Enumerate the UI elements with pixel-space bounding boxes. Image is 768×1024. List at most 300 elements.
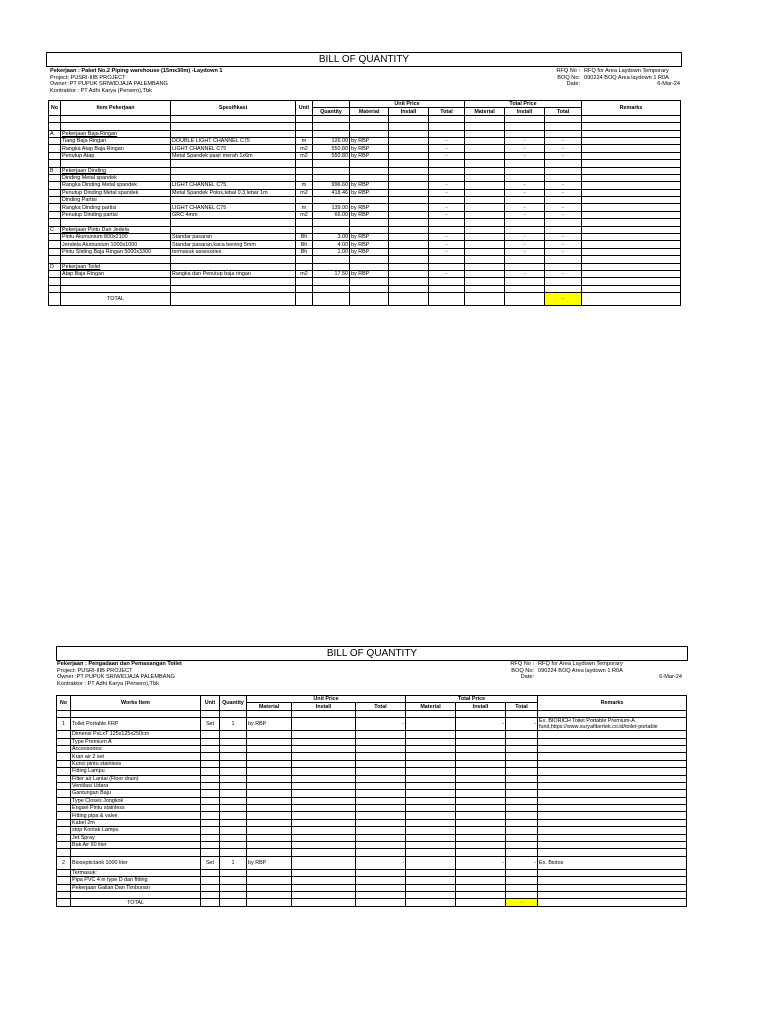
table-cell bbox=[465, 270, 505, 277]
table-cell bbox=[313, 123, 350, 130]
row-item: Penutup Atap bbox=[61, 152, 171, 159]
table-cell bbox=[389, 160, 429, 167]
table-cell bbox=[292, 731, 356, 738]
table-cell bbox=[356, 812, 406, 819]
row-total-install: - bbox=[505, 248, 545, 255]
table-cell bbox=[456, 884, 506, 891]
table-cell bbox=[296, 263, 313, 270]
row-total-install: - bbox=[505, 234, 545, 241]
col-install-header: Install bbox=[389, 108, 429, 115]
table-cell bbox=[171, 256, 296, 263]
table-cell bbox=[49, 241, 61, 248]
row-quantity: 550.80 bbox=[313, 152, 350, 159]
row-spec: GRC 4mm bbox=[171, 211, 296, 218]
table-cell bbox=[456, 812, 506, 819]
table-cell bbox=[57, 745, 71, 752]
table-cell bbox=[313, 174, 350, 181]
table-cell bbox=[296, 130, 313, 137]
table-row bbox=[49, 234, 681, 241]
table-cell bbox=[406, 812, 456, 819]
table-cell bbox=[505, 256, 545, 263]
table-cell bbox=[296, 115, 313, 122]
table-cell bbox=[582, 160, 681, 167]
table-row bbox=[57, 753, 687, 760]
table-row bbox=[49, 160, 681, 167]
table-cell bbox=[49, 160, 61, 167]
row-unit: Bh bbox=[296, 234, 313, 241]
row-item: Pekerjaan Baja Ringan bbox=[61, 130, 171, 137]
table-cell bbox=[505, 278, 545, 285]
table-cell bbox=[313, 115, 350, 122]
table-cell bbox=[538, 710, 687, 717]
sheet1-meta-left bbox=[50, 68, 223, 94]
row-total: - bbox=[429, 145, 465, 152]
row-item: Rangka Atap Baja Ringan bbox=[61, 145, 171, 152]
row-item: Fitting pipa & valve bbox=[71, 812, 201, 819]
table-cell bbox=[350, 256, 389, 263]
col-total2-header: Total bbox=[506, 703, 538, 710]
table-cell bbox=[220, 891, 247, 898]
sheet2-boq-table bbox=[56, 695, 687, 907]
table-cell bbox=[389, 241, 429, 248]
table-cell bbox=[582, 130, 681, 137]
table-cell bbox=[456, 827, 506, 834]
table-cell bbox=[292, 827, 356, 834]
sheet1-boq-value: 090224 BOQ Area laydown 1 R0A bbox=[584, 74, 669, 81]
sheet2-total-label: TOTAL bbox=[71, 899, 201, 906]
table-cell bbox=[292, 805, 356, 812]
table-cell bbox=[389, 137, 429, 144]
table-cell bbox=[61, 115, 171, 122]
table-row bbox=[57, 718, 687, 731]
table-cell bbox=[429, 123, 465, 130]
table-cell bbox=[201, 760, 220, 767]
table-cell bbox=[505, 167, 545, 174]
sheet1-rfq-value: RFQ for Area Laydown Temporary bbox=[584, 68, 669, 74]
table-cell bbox=[429, 130, 465, 137]
table-cell bbox=[545, 167, 582, 174]
row-unit: Bh bbox=[296, 241, 313, 248]
table-cell bbox=[506, 775, 538, 782]
row-item: Pintu Sliding Baja Ringan 5000x3300 bbox=[61, 248, 171, 255]
table-cell bbox=[505, 123, 545, 130]
row-total-install: - bbox=[505, 189, 545, 196]
table-cell bbox=[506, 834, 538, 841]
row-material: by RBP bbox=[350, 189, 389, 196]
table-cell bbox=[506, 869, 538, 876]
table-cell bbox=[506, 827, 538, 834]
table-cell bbox=[201, 819, 220, 826]
table-cell bbox=[465, 115, 505, 122]
table-cell bbox=[429, 167, 465, 174]
table-cell bbox=[506, 819, 538, 826]
row-total-install: - bbox=[505, 145, 545, 152]
row-unit: Bh bbox=[296, 248, 313, 255]
table-cell bbox=[356, 842, 406, 849]
table-cell bbox=[356, 753, 406, 760]
table-row bbox=[57, 731, 687, 738]
row-item: Engsel Pintu stainless bbox=[71, 805, 201, 812]
table-cell bbox=[538, 745, 687, 752]
table-cell bbox=[296, 256, 313, 263]
table-cell bbox=[356, 884, 406, 891]
table-cell bbox=[57, 877, 71, 884]
table-cell bbox=[506, 891, 538, 898]
table-row bbox=[57, 834, 687, 841]
table-cell bbox=[465, 234, 505, 241]
table-cell bbox=[292, 760, 356, 767]
row-item: Type Closes Jongkok bbox=[71, 797, 201, 804]
table-cell bbox=[247, 768, 292, 775]
table-row bbox=[49, 152, 681, 159]
table-cell bbox=[49, 174, 61, 181]
sheet2-title: BILL OF QUANTITY bbox=[56, 646, 688, 661]
table-cell bbox=[292, 842, 356, 849]
table-cell bbox=[292, 790, 356, 797]
table-row bbox=[49, 241, 681, 248]
sheet1-total-label: TOTAL bbox=[61, 293, 171, 306]
table-cell bbox=[57, 760, 71, 767]
table-cell bbox=[201, 891, 220, 898]
table-cell bbox=[61, 123, 171, 130]
table-cell bbox=[465, 278, 505, 285]
table-cell bbox=[296, 160, 313, 167]
table-cell bbox=[292, 797, 356, 804]
table-cell bbox=[456, 877, 506, 884]
table-cell bbox=[350, 115, 389, 122]
table-cell bbox=[506, 805, 538, 812]
table-cell bbox=[465, 263, 505, 270]
row-no: B bbox=[49, 167, 61, 174]
table-cell bbox=[429, 256, 465, 263]
row-total: - bbox=[429, 241, 465, 248]
table-cell bbox=[296, 285, 313, 292]
row-quantity: 1 bbox=[220, 718, 247, 731]
row-material: by RBP bbox=[247, 856, 292, 869]
sheet1-meta-right bbox=[540, 68, 680, 88]
row-no: C bbox=[49, 226, 61, 233]
col-qty-blank bbox=[313, 101, 350, 108]
table-cell bbox=[201, 849, 220, 856]
table-cell bbox=[356, 834, 406, 841]
table-cell bbox=[465, 152, 505, 159]
table-row bbox=[49, 270, 681, 277]
table-cell bbox=[71, 710, 201, 717]
table-cell bbox=[61, 285, 171, 292]
table-cell bbox=[545, 197, 582, 204]
row-total-total: - bbox=[506, 718, 538, 731]
row-item: Penutup Dinding Metal spandek bbox=[61, 189, 171, 196]
col-material-header: Material bbox=[247, 703, 292, 710]
table-cell bbox=[465, 197, 505, 204]
table-cell bbox=[49, 219, 61, 226]
table-cell bbox=[296, 123, 313, 130]
table-cell bbox=[71, 891, 201, 898]
table-cell bbox=[545, 263, 582, 270]
row-quantity: 139.00 bbox=[313, 204, 350, 211]
table-cell bbox=[247, 827, 292, 834]
row-item: Bioseptictank 1000 liter bbox=[71, 856, 201, 869]
col-works-item-header: Works Item bbox=[71, 696, 201, 711]
row-spec: Standar pasaran bbox=[171, 234, 296, 241]
sheet2-pekerjaan: Pekerjaan : Pengadaan dan Pemasangan Toilet bbox=[57, 661, 182, 667]
row-total: - bbox=[429, 234, 465, 241]
table-cell bbox=[292, 718, 356, 731]
table-cell bbox=[220, 775, 247, 782]
table-cell bbox=[356, 710, 406, 717]
sheet1-header-row-1 bbox=[49, 101, 681, 108]
table-cell bbox=[456, 768, 506, 775]
table-cell bbox=[247, 782, 292, 789]
table-cell bbox=[171, 219, 296, 226]
table-cell bbox=[171, 123, 296, 130]
table-cell bbox=[57, 884, 71, 891]
table-cell bbox=[247, 790, 292, 797]
table-cell bbox=[389, 130, 429, 137]
table-cell bbox=[505, 174, 545, 181]
table-row bbox=[49, 285, 681, 292]
table-cell bbox=[389, 204, 429, 211]
table-cell bbox=[406, 869, 456, 876]
table-cell bbox=[49, 115, 61, 122]
sheet1-pekerjaan: Pekerjaan : Paket No.2 Piping warehouse (15mx30m) -Laydown 1 bbox=[50, 68, 223, 74]
table-cell bbox=[545, 160, 582, 167]
sheet2-date-value: 6-Mar-24 bbox=[659, 674, 682, 681]
table-cell bbox=[465, 182, 505, 189]
row-item: Rangka Dinding Metal spandek bbox=[61, 182, 171, 189]
row-material: by RBP bbox=[350, 204, 389, 211]
table-cell bbox=[406, 849, 456, 856]
table-cell bbox=[538, 738, 687, 745]
row-item: Atap Baja Ringan bbox=[61, 270, 171, 277]
table-cell bbox=[465, 167, 505, 174]
table-cell bbox=[247, 869, 292, 876]
table-cell bbox=[538, 760, 687, 767]
table-cell bbox=[350, 285, 389, 292]
table-cell bbox=[389, 152, 429, 159]
row-spec: termasuk assesories bbox=[171, 248, 296, 255]
table-cell bbox=[356, 869, 406, 876]
row-quantity: 1 bbox=[220, 856, 247, 869]
sheet1-kontraktor: Kontraktor : PT Adhi Karya (Persero),Tbk bbox=[50, 87, 152, 94]
table-row bbox=[57, 842, 687, 849]
table-cell bbox=[506, 782, 538, 789]
table-cell bbox=[456, 849, 506, 856]
row-total-total: - bbox=[545, 211, 582, 218]
table-cell bbox=[406, 738, 456, 745]
row-item: Tiang Baja Ringan bbox=[61, 137, 171, 144]
row-no: D bbox=[49, 263, 61, 270]
table-cell bbox=[465, 219, 505, 226]
col-unit-header: Unit bbox=[296, 101, 313, 116]
row-spec: DOUBLE LIGHT CHANNEL C75 bbox=[171, 137, 296, 144]
table-cell bbox=[538, 753, 687, 760]
table-cell bbox=[247, 775, 292, 782]
row-quantity: 996.60 bbox=[313, 182, 350, 189]
table-cell bbox=[220, 745, 247, 752]
table-cell bbox=[538, 805, 687, 812]
row-spec: LIGHT CHANNEL C75 bbox=[171, 204, 296, 211]
table-cell bbox=[506, 849, 538, 856]
table-cell bbox=[506, 745, 538, 752]
table-cell bbox=[57, 812, 71, 819]
table-cell bbox=[389, 270, 429, 277]
row-total-total: - bbox=[545, 182, 582, 189]
table-row bbox=[49, 182, 681, 189]
table-cell bbox=[389, 234, 429, 241]
table-row bbox=[57, 877, 687, 884]
table-cell bbox=[429, 115, 465, 122]
row-total-install: - bbox=[505, 211, 545, 218]
table-cell bbox=[505, 130, 545, 137]
table-row bbox=[57, 869, 687, 876]
table-cell bbox=[201, 753, 220, 760]
table-cell bbox=[296, 197, 313, 204]
col-no-header: No bbox=[49, 101, 61, 116]
table-cell bbox=[406, 884, 456, 891]
table-cell bbox=[506, 753, 538, 760]
table-cell bbox=[356, 877, 406, 884]
table-cell bbox=[201, 812, 220, 819]
table-row bbox=[57, 827, 687, 834]
table-cell bbox=[505, 115, 545, 122]
table-cell bbox=[406, 834, 456, 841]
table-cell bbox=[389, 256, 429, 263]
table-cell bbox=[582, 182, 681, 189]
col-total-header: Total bbox=[356, 703, 406, 710]
table-cell bbox=[389, 278, 429, 285]
table-cell bbox=[247, 738, 292, 745]
row-remarks-line-2: funit,https://www.suryafibertek.co.id/toilet-portable bbox=[539, 724, 658, 731]
table-row bbox=[49, 145, 681, 152]
sheet2-owner: Owner :PT PUPUK SRIWIDJAJA PALEMBANG bbox=[57, 674, 175, 681]
table-cell bbox=[406, 731, 456, 738]
table-cell bbox=[456, 760, 506, 767]
row-total-install: - bbox=[505, 137, 545, 144]
sheet1-date-value: 6-Mar-24 bbox=[657, 81, 680, 88]
table-cell bbox=[505, 226, 545, 233]
table-cell bbox=[220, 790, 247, 797]
table-cell bbox=[49, 137, 61, 144]
table-cell bbox=[389, 145, 429, 152]
table-cell bbox=[350, 263, 389, 270]
table-cell bbox=[465, 145, 505, 152]
table-cell bbox=[456, 834, 506, 841]
table-cell bbox=[292, 710, 356, 717]
table-cell bbox=[505, 219, 545, 226]
col-unit-header: Unit bbox=[201, 696, 220, 711]
table-cell bbox=[465, 130, 505, 137]
table-cell bbox=[456, 782, 506, 789]
table-cell bbox=[582, 256, 681, 263]
table-cell bbox=[389, 248, 429, 255]
table-cell bbox=[220, 834, 247, 841]
table-cell bbox=[506, 768, 538, 775]
row-quantity: 126.00 bbox=[313, 137, 350, 144]
table-row bbox=[57, 819, 687, 826]
table-cell bbox=[356, 775, 406, 782]
table-cell bbox=[406, 827, 456, 834]
row-item: Pekerjaan Galian Dan Timbunan bbox=[71, 884, 201, 891]
row-total-install: - bbox=[505, 204, 545, 211]
table-cell bbox=[465, 241, 505, 248]
sheet2-total-value: - bbox=[506, 899, 538, 906]
table-cell bbox=[49, 182, 61, 189]
table-cell bbox=[220, 760, 247, 767]
table-cell bbox=[356, 790, 406, 797]
row-unit: m2 bbox=[296, 189, 313, 196]
sheet2-total-row bbox=[57, 899, 687, 906]
table-cell bbox=[538, 797, 687, 804]
row-total-install: - bbox=[505, 182, 545, 189]
table-row bbox=[57, 849, 687, 856]
table-cell bbox=[201, 775, 220, 782]
table-cell bbox=[220, 842, 247, 849]
col-no-header: No bbox=[57, 696, 71, 711]
table-cell bbox=[220, 797, 247, 804]
col-item-header: Item Pekerjaan bbox=[61, 101, 171, 116]
table-cell bbox=[220, 869, 247, 876]
row-material: by RBP bbox=[247, 718, 292, 731]
table-cell bbox=[247, 877, 292, 884]
table-cell bbox=[465, 189, 505, 196]
table-row bbox=[49, 123, 681, 130]
table-cell bbox=[292, 812, 356, 819]
row-item: Ventilasi Udara bbox=[71, 782, 201, 789]
row-total: - bbox=[429, 137, 465, 144]
row-total: - bbox=[429, 189, 465, 196]
sheet1-rfq-label: RFQ No : bbox=[556, 68, 580, 74]
table-cell bbox=[406, 797, 456, 804]
table-cell bbox=[350, 226, 389, 233]
table-cell bbox=[220, 710, 247, 717]
table-cell bbox=[171, 130, 296, 137]
sheet1-boq-table bbox=[48, 100, 681, 306]
table-cell bbox=[356, 745, 406, 752]
table-cell bbox=[247, 891, 292, 898]
table-cell bbox=[582, 211, 681, 218]
table-cell bbox=[57, 827, 71, 834]
table-cell bbox=[313, 219, 350, 226]
table-cell bbox=[350, 130, 389, 137]
table-cell bbox=[313, 167, 350, 174]
table-cell bbox=[220, 819, 247, 826]
table-row bbox=[57, 790, 687, 797]
table-cell bbox=[406, 891, 456, 898]
table-cell bbox=[292, 856, 356, 869]
table-cell bbox=[538, 834, 687, 841]
table-cell bbox=[406, 710, 456, 717]
table-cell bbox=[389, 189, 429, 196]
table-cell bbox=[389, 285, 429, 292]
table-cell bbox=[465, 160, 505, 167]
row-item: Gantungan Baju bbox=[71, 790, 201, 797]
table-cell bbox=[292, 745, 356, 752]
table-row bbox=[57, 775, 687, 782]
table-cell bbox=[429, 285, 465, 292]
table-cell bbox=[356, 768, 406, 775]
row-spec: Standar pasaran,kaca bening 5mm bbox=[171, 241, 296, 248]
table-cell bbox=[313, 130, 350, 137]
col-material-header: Material bbox=[350, 108, 389, 115]
table-cell bbox=[313, 226, 350, 233]
table-cell bbox=[220, 877, 247, 884]
table-row bbox=[57, 812, 687, 819]
table-cell bbox=[406, 877, 456, 884]
table-cell bbox=[220, 884, 247, 891]
table-cell bbox=[313, 160, 350, 167]
table-cell bbox=[582, 263, 681, 270]
